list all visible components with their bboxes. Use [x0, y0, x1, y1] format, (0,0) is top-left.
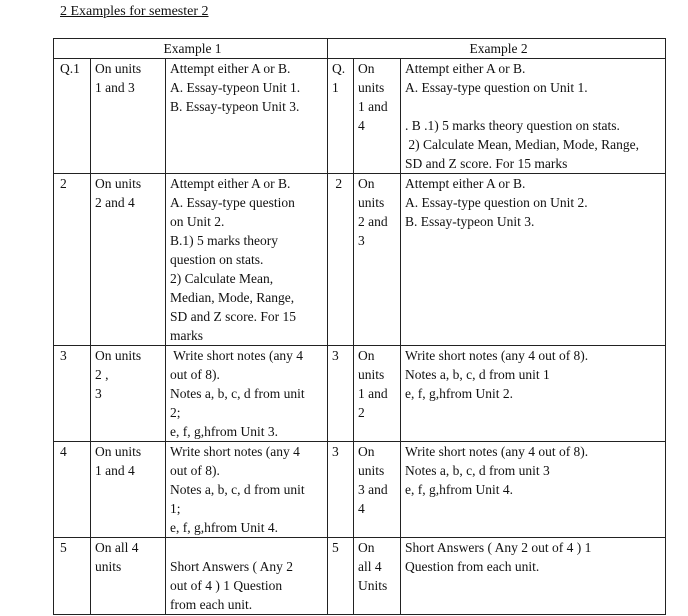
question-number: 4: [54, 442, 91, 538]
content-cell: Attempt either A or B. A. Essay-type question on Unit 2. B. Essay-typeon Unit 3.: [401, 174, 666, 346]
units-cell: On units 1 and 4: [91, 442, 166, 538]
table-row: [54, 59, 666, 174]
question-number: Q. 1: [328, 59, 354, 174]
content-cell: Attempt either A or B. A. Essay-type question on Unit 2. B.1) 5 marks theory question on stats. 2) Calculate Mean, Median, Mode, Range, SD and Z score. For 15 marks: [166, 174, 328, 346]
content-cell: Short Answers ( Any 2 out of 4 ) 1 Question from each unit.: [166, 538, 328, 615]
units-cell: On units 3 and 4: [354, 442, 401, 538]
units-cell: On units 1 and 2: [354, 346, 401, 442]
units-cell: On all 4 units: [91, 538, 166, 615]
units-cell: On units 1 and 3: [91, 59, 166, 174]
units-cell: On units 2 , 3: [91, 346, 166, 442]
question-number: 3: [54, 346, 91, 442]
question-number: 2: [328, 174, 354, 346]
content-cell: Write short notes (any 4 out of 8). Notes a, b, c, d from unit 3 e, f, g,hfrom Unit 4.: [401, 442, 666, 538]
table-row: [54, 442, 666, 538]
content-cell: Write short notes (any 4 out of 8). Notes a, b, c, d from unit 2; e, f, g,hfrom Unit 3.: [166, 346, 328, 442]
question-number: 2: [54, 174, 91, 346]
question-number: 3: [328, 346, 354, 442]
question-number: 5: [328, 538, 354, 615]
units-cell: On units 2 and 3: [354, 174, 401, 346]
table-row: [54, 174, 666, 346]
header-row: [54, 39, 666, 59]
content-cell: Write short notes (any 4 out of 8). Notes a, b, c, d from unit 1 e, f, g,hfrom Unit 2.: [401, 346, 666, 442]
units-cell: On units 1 and 4: [354, 59, 401, 174]
question-number: 3: [328, 442, 354, 538]
example-2-header: Example 2: [328, 39, 666, 59]
table-row: [54, 538, 666, 615]
content-cell: Write short notes (any 4 out of 8). Notes a, b, c, d from unit 1; e, f, g,hfrom Unit 4.: [166, 442, 328, 538]
exam-examples-table: [53, 38, 666, 615]
question-number: Q.1: [54, 59, 91, 174]
units-cell: On units 2 and 4: [91, 174, 166, 346]
question-number: 5: [54, 538, 91, 615]
units-cell: On all 4 Units: [354, 538, 401, 615]
content-cell: Attempt either A or B. A. Essay-type question on Unit 1. . B .1) 5 marks theory question on stats. 2) Calculate Mean, Median, Mode, Range, SD and Z score. For 15 marks: [401, 59, 666, 174]
content-cell: Short Answers ( Any 2 out of 4 ) 1 Question from each unit.: [401, 538, 666, 615]
example-1-header: Example 1: [54, 39, 328, 59]
table-row: [54, 346, 666, 442]
content-cell: Attempt either A or B. A. Essay-typeon Unit 1. B. Essay-typeon Unit 3.: [166, 59, 328, 174]
section-title: 2 Examples for semester 2: [60, 4, 209, 19]
